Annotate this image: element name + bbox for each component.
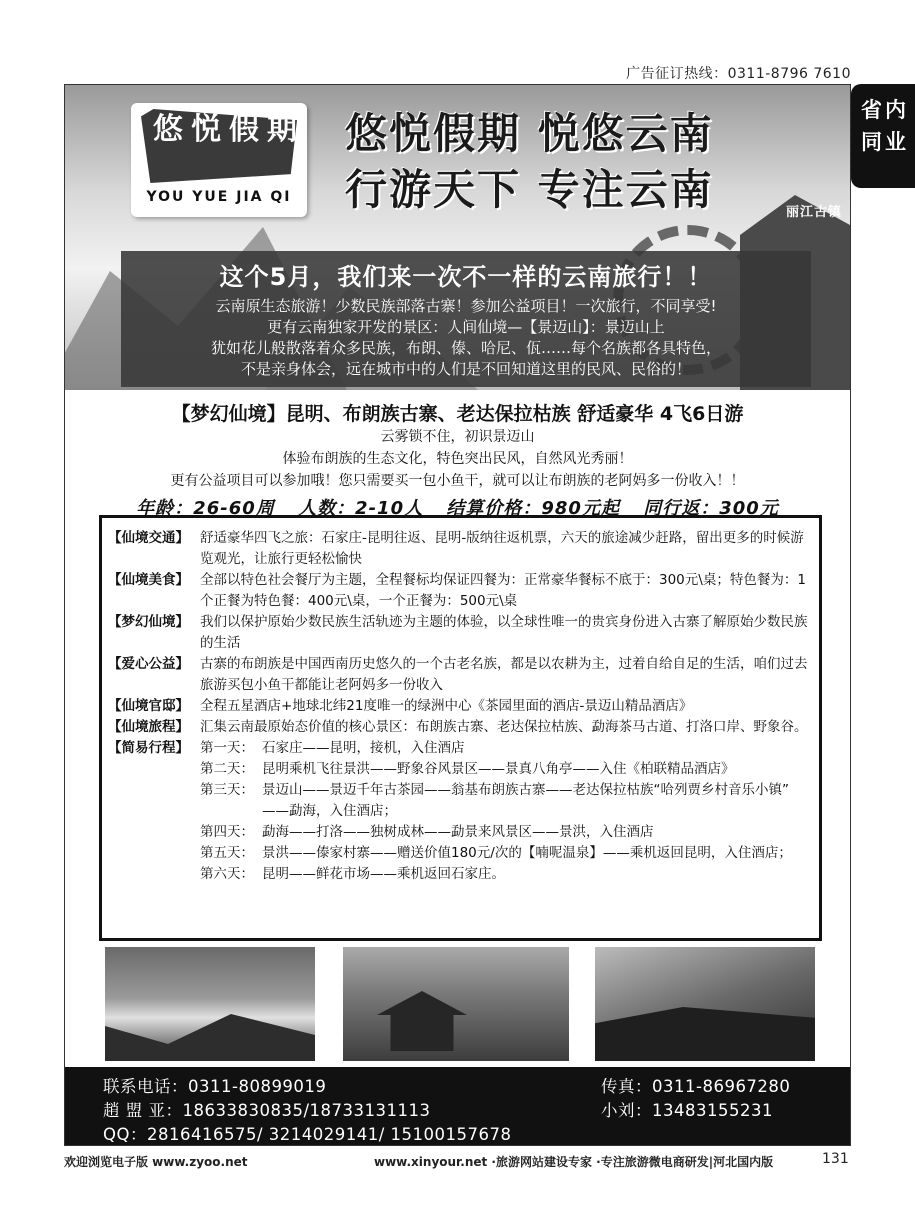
day-label: 第三天： — [200, 782, 254, 798]
tour-summary — [65, 393, 850, 520]
day-text: 昆明乘机飞往景洪——野象谷风景区——景真八角亭——入住《柏联精品酒店》 — [262, 761, 735, 777]
detail-label: 【仙境美食】 — [108, 572, 189, 588]
detail-row — [108, 696, 813, 717]
contact-liu[interactable]: 小刘：13483155231 — [601, 1101, 773, 1120]
detail-row — [108, 570, 813, 612]
settlement-price: 结算价格：980元起 — [446, 498, 620, 519]
day-text: 昆明——鲜花市场——乘机返回石家庄。 — [262, 866, 505, 882]
detail-label: 【仙境旅程】 — [108, 719, 189, 735]
detail-label: 【仙境交通】 — [108, 530, 189, 546]
town-sign: 丽江古镇 — [785, 205, 842, 220]
detail-text: 我们以保护原始少数民族生活轨迹为主题的体验，以全球性唯一的贵宾身份进入古寨了解原始少数民族的生活 — [200, 614, 808, 651]
day-text: 景洪——傣家村寨——赠送价值180元/次的【喃呢温泉】——乘机返回昆明，入住酒店； — [262, 845, 792, 861]
itinerary-day — [108, 759, 813, 780]
slogan-line-2: 行游天下 专注云南 — [345, 165, 714, 214]
hero-banner — [65, 85, 850, 390]
detail-label: 【仙境官邸】 — [108, 698, 189, 714]
itinerary-day — [108, 864, 813, 885]
logo-pinyin: YOU YUE JIA QI — [146, 189, 292, 205]
sea-of-clouds-photo — [105, 947, 315, 1061]
day-label: 第四天： — [200, 824, 254, 840]
detail-row — [108, 654, 813, 696]
group-size: 人数：2-10人 — [298, 498, 424, 519]
contact-bar — [65, 1067, 850, 1145]
tour-line: 体验布朗族的生态文化，特色突出民风，自然风光秀丽！ — [282, 451, 633, 467]
day-text: 景迈山——景迈千年古茶园——翁基布朗族古寨——老达保拉枯族“哈列贾乡村音乐小镇” ——勐海，入住酒店； — [262, 782, 789, 819]
village-hut-photo — [343, 947, 569, 1061]
day-label: 第二天： — [200, 761, 254, 777]
tour-details-box — [99, 515, 822, 941]
detail-text: 汇集云南最原始态价值的核心景区：布朗族古寨、老达保拉枯族、勐海茶马古道、打洛口岸、野象谷。 — [200, 719, 808, 735]
banner-title: 这个5月，我们来一次不一样的云南旅行！！ — [219, 263, 713, 291]
itinerary-row — [108, 738, 813, 759]
day-label: 第五天： — [200, 845, 254, 861]
tour-line: 云雾锁不住，初识景迈山 — [380, 429, 535, 445]
contact-phone[interactable]: 联系电话：0311-80899019 — [103, 1077, 327, 1096]
detail-text: 全部以特色社会餐厅为主题，全程餐标均保证四餐为：正常豪华餐标不底于：300元\桌；特色餐为：1个正餐为特色餐：400元\桌，一个正餐为：500元\桌 — [200, 572, 806, 609]
detail-label: 【梦幻仙境】 — [108, 614, 189, 630]
footer-left[interactable]: 欢迎浏览电子版 www.zyoo.net — [64, 1155, 248, 1169]
slogan-line-1: 悠悦假期 悦悠云南 — [345, 109, 714, 158]
day-text: 勐海——打洛——独树成林——勐景来风景区——景洪，入住酒店 — [262, 824, 654, 840]
tour-title: 【梦幻仙境】昆明、布朗族古寨、老达保拉枯族 舒适豪华 4飞6日游 — [171, 403, 744, 425]
detail-text: 舒适豪华四飞之旅：石家庄-昆明往返、昆明-版纳往返机票，六天的旅途减少赶路，留出更多的时候游览观光，让旅行更轻松愉快 — [200, 530, 804, 567]
detail-row — [108, 717, 813, 738]
itinerary-day — [108, 780, 813, 822]
peer-rebate: 同行返：300元 — [643, 498, 779, 519]
detail-row — [108, 612, 813, 654]
brand-logo — [131, 103, 307, 217]
banner-line: 不是亲身体会，远在城市中的人们是不回知道这里的民风、民俗的！ — [240, 360, 691, 378]
day-label: 第六天： — [200, 866, 254, 882]
tea-bush-silhouette — [595, 1007, 815, 1061]
page-number: 131 — [822, 1151, 849, 1167]
contact-fax[interactable]: 传真：0311-86967280 — [601, 1077, 791, 1096]
footer-right[interactable]: www.xinyour.net ·旅游网站建设专家 ·专注旅游微电商研发|河北国内版 — [374, 1155, 774, 1169]
promo-banner — [121, 251, 811, 387]
itinerary-label: 【简易行程】 — [108, 740, 189, 756]
tour-line: 更有公益项目可以参加哦！您只需要买一包小鱼干，就可以让布朗族的老阿妈多一份收入！！ — [170, 473, 745, 489]
hut-silhouette — [377, 991, 467, 1051]
banner-line: 犹如花儿般散落着众多民族，布朗、傣、哈尼、佤……每个名族都各具特色， — [210, 339, 721, 357]
photo-strip — [105, 947, 815, 1061]
day-label: 第一天： — [200, 740, 254, 756]
banner-line: 云南原生态旅游！少数民族部落古寨！参加公益项目！一次旅行，不同享受! — [215, 297, 717, 315]
section-tab[interactable]: 省内同业 — [851, 84, 915, 188]
ad-page — [64, 84, 851, 1146]
hill-silhouette — [105, 1002, 315, 1061]
age-range: 年龄：26-60周 — [136, 498, 275, 519]
detail-row — [108, 528, 813, 570]
contact-zhao[interactable]: 趙 盟 亚：18633830835/18733131113 — [103, 1101, 431, 1120]
banner-line: 更有云南独家开发的景区：人间仙境—【景迈山】：景迈山上 — [267, 318, 665, 336]
detail-label: 【爱心公益】 — [108, 656, 189, 672]
ad-hotline: 广告征订热线：0311-8796 7610 — [626, 66, 851, 82]
itinerary-day — [108, 822, 813, 843]
tea-garden-photo — [595, 947, 815, 1061]
itinerary-day — [108, 843, 813, 864]
detail-text: 古寨的布朗族是中国西南历史悠久的一个古老名族，都是以农耕为主，过着自给自足的生活，咱们过去旅游买包小鱼干都能让老阿妈多一份收入 — [200, 656, 808, 693]
contact-qq[interactable]: QQ：2816416575/ 3214029141/ 15100157678 — [103, 1125, 512, 1144]
day-text: 石家庄——昆明，接机，入住酒店 — [262, 740, 465, 756]
detail-text: 全程五星酒店+地球北纬21度唯一的绿洲中心《茶园里面的酒店-景迈山精品酒店》 — [200, 698, 693, 714]
logo-characters: 悠悦假期 — [153, 112, 305, 147]
